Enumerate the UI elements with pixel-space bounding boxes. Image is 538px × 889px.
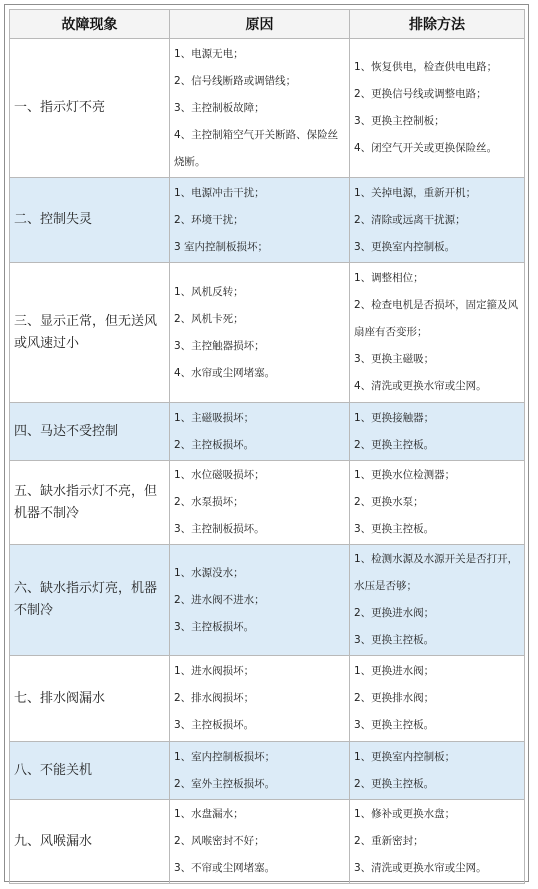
fix-cell [350, 545, 525, 656]
symptom-cell: 七、排水阀漏水 [10, 656, 170, 742]
fix-line: 2、更换信号线或调整电路； [354, 88, 487, 100]
header-fix: 排除方法 [350, 10, 525, 39]
fix-line: 3、更换主控板。 [354, 523, 435, 535]
fix-cell [350, 263, 525, 403]
cause-line: 1、室内控制板损坏； [174, 750, 276, 763]
cause-line: 3、主控板损坏。 [174, 620, 255, 633]
symptom-cell: 八、不能关机 [10, 742, 170, 800]
cause-line: 2、主控板损坏。 [174, 438, 255, 451]
cause-cell [170, 742, 350, 800]
symptom-cell: 九、风喉漏水 [10, 800, 170, 884]
fix-cell [350, 403, 525, 461]
table-row [10, 178, 525, 263]
cause-cell [170, 656, 350, 742]
symptom-cell: 三、显示正常，但无送风或风速过小 [10, 263, 170, 403]
table-row [10, 403, 525, 461]
troubleshooting-table [9, 9, 525, 884]
cause-line: 1、水位磁吸损坏； [174, 469, 265, 481]
fix-cell [350, 800, 525, 884]
cause-line: 1、水盘漏水； [174, 808, 244, 820]
fix-line: 2、检查电机是否损坏，固定箍及风扇座有否变形； [354, 299, 519, 338]
cause-line: 3、不帘或尘网堵塞。 [174, 862, 276, 874]
table-row [10, 800, 525, 884]
cause-line: 3、主控触器损坏； [174, 339, 265, 352]
cause-line: 3、主控板损坏。 [174, 719, 255, 731]
fix-line: 3、更换主控板。 [354, 634, 435, 646]
symptom-cell: 六、缺水指示灯亮，机器不制冷 [10, 545, 170, 656]
table-row [10, 742, 525, 800]
cause-line: 4、水帘或尘网堵塞。 [174, 366, 276, 379]
cause-line: 1、进水阀损坏； [174, 665, 255, 677]
cause-cell [170, 263, 350, 403]
fix-line: 2、清除或远离干扰源； [354, 213, 466, 226]
table-row [10, 656, 525, 742]
cause-cell [170, 461, 350, 545]
cause-line: 1、电源冲击干扰； [174, 186, 265, 199]
fix-line: 3、清洗或更换水帘或尘网。 [354, 862, 487, 874]
cause-line: 1、水源没水； [174, 566, 244, 579]
symptom-cell: 五、缺水指示灯不亮，但机器不制冷 [10, 461, 170, 545]
fix-cell [350, 178, 525, 263]
fix-line: 1、关掉电源，重新开机； [354, 186, 477, 199]
table-row [10, 545, 525, 656]
cause-cell [170, 39, 350, 178]
fix-line: 2、更换主控板。 [354, 777, 435, 790]
cause-cell [170, 800, 350, 884]
fix-line: 2、更换水泵； [354, 496, 424, 508]
fix-cell [350, 461, 525, 545]
fix-line: 4、闭空气开关或更换保险丝。 [354, 142, 498, 154]
cause-cell [170, 545, 350, 656]
fix-line: 1、修补或更换水盘； [354, 808, 456, 820]
cause-line: 1、风机反转； [174, 285, 244, 298]
fix-line: 3、更换主控板。 [354, 719, 435, 731]
cause-line: 1、主磁吸损坏； [174, 411, 255, 424]
fix-cell [350, 742, 525, 800]
fix-line: 1、更换水位检测器； [354, 469, 456, 481]
cause-line: 4、主控制箱空气开关断路、保险丝烧断。 [174, 128, 339, 168]
cause-line: 2、进水阀不进水； [174, 593, 265, 606]
cause-line: 3、主控制板故障； [174, 101, 265, 114]
symptom-cell: 四、马达不受控制 [10, 403, 170, 461]
cause-line: 2、信号线断路或调错线； [174, 74, 297, 87]
fix-line: 3、更换室内控制板。 [354, 240, 456, 253]
fix-line: 3、更换主磁吸； [354, 353, 435, 365]
fix-line: 1、更换接触器； [354, 411, 435, 424]
fix-line: 1、检测水源及水源开关是否打开，水压是否够； [354, 553, 519, 592]
symptom-cell: 一、指示灯不亮 [10, 39, 170, 178]
cause-line: 2、水泵损坏； [174, 496, 244, 508]
header-row [10, 10, 525, 39]
fix-cell [350, 39, 525, 178]
cause-line: 1、电源无电； [174, 47, 244, 60]
fix-line: 2、重新密封； [354, 835, 424, 847]
fix-line: 1、更换进水阀； [354, 665, 435, 677]
fix-cell [350, 656, 525, 742]
fix-line: 3、更换主控制板； [354, 115, 445, 127]
cause-line: 2、环境干扰； [174, 213, 244, 226]
cause-line: 2、风喉密封不好； [174, 835, 265, 847]
cause-line: 2、排水阀损坏； [174, 692, 255, 704]
cause-line: 2、室外主控板损坏。 [174, 777, 276, 790]
table-body [10, 39, 525, 884]
fix-line: 2、更换排水阀； [354, 692, 435, 704]
cause-line: 3 室内控制板损坏； [174, 240, 269, 253]
cause-line: 2、风机卡死； [174, 312, 244, 325]
fix-line: 4、清洗或更换水帘或尘网。 [354, 380, 487, 392]
cause-cell [170, 403, 350, 461]
symptom-cell: 二、控制失灵 [10, 178, 170, 263]
table-row [10, 461, 525, 545]
fix-line: 2、更换进水阀； [354, 607, 435, 619]
fix-line: 2、更换主控板。 [354, 438, 435, 451]
cause-line: 3、主控制板损坏。 [174, 523, 265, 535]
fix-line: 1、调整相位； [354, 272, 424, 284]
fix-line: 1、更换室内控制板； [354, 750, 456, 763]
header-symptom: 故障现象 [10, 10, 170, 39]
fix-line: 1、恢复供电，检查供电电路； [354, 61, 498, 73]
table-row [10, 39, 525, 178]
header-cause: 原因 [170, 10, 350, 39]
table-row [10, 263, 525, 403]
cause-cell [170, 178, 350, 263]
